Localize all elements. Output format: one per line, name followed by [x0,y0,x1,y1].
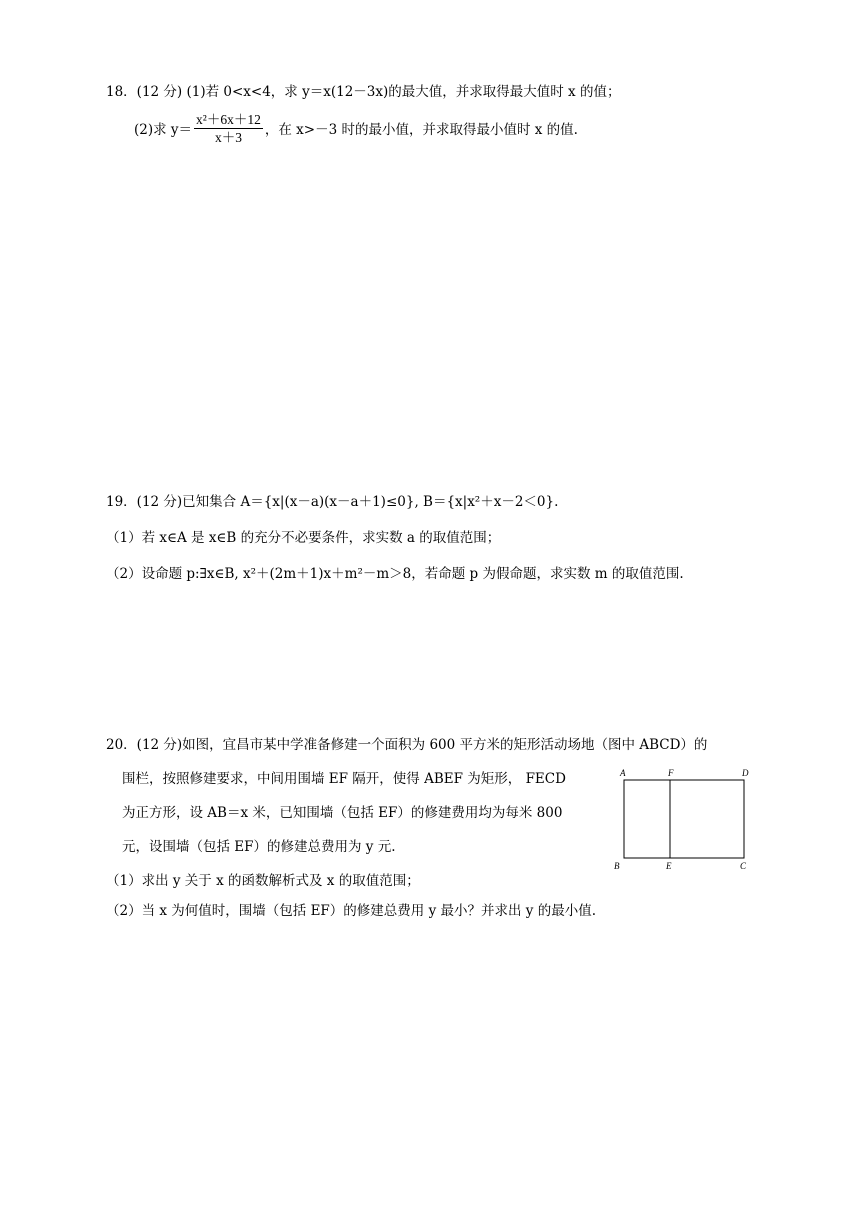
q20-line4: 元，设围墙（包括 EF）的修建总费用为 y 元. [122,839,396,855]
q18-line1: 18．(12 分) (1)若 0<x<4，求 y＝x(12－3x)的最大值，并求取得最大值时 x 的值； [106,84,621,100]
q19-line1: 19．(12 分)已知集合 A＝{x|(x－a)(x－a＋1)≤0}, B＝{x|x²＋x－2＜0}. [106,494,559,510]
q20-line6: （2）当 x 为何值时，围墙（包括 EF）的修建总费用 y 最小？并求出 y 的最小值. [106,903,597,919]
q18-fraction [194,111,263,146]
q20-line5: （1）求出 y 关于 x 的函数解析式及 x 的取值范围； [106,873,420,889]
q20-line3: 为正方形，设 AB＝x 米，已知围墙（包括 EF）的修建费用均为每米 800 [122,805,563,821]
label-d: D [742,768,749,778]
q18-fraction-numerator: x²＋6x＋12 [196,112,261,127]
q19-line2: （1）若 x∈A 是 x∈B 的充分不必要条件，求实数 a 的取值范围； [106,530,501,546]
q20-figure [612,768,758,872]
rectangle-abcd [624,780,744,858]
label-a: A [620,768,626,778]
label-e: E [666,861,672,871]
label-b: B [614,861,620,871]
q18-line2-suffix: ，在 x>－3 时的最小值，并求取得最小值时 x 的值. [264,122,578,138]
label-c: C [740,861,747,871]
q18-line2-prefix: (2)求 y＝ [134,122,193,138]
q20-figure-svg [612,768,758,872]
q18-fraction-denominator: x＋3 [214,130,242,145]
label-f: F [668,768,674,778]
q19-line3: （2）设命题 p:∃x∈B, x²＋(2m＋1)x＋m²－m＞8，若命题 p 为假命题，求实数 m 的取值范围. [106,566,684,582]
q20-line1: 20．(12 分)如图，宜昌市某中学准备修建一个面积为 600 平方米的矩形活动场地（图中 ABCD）的 [106,737,708,753]
q18-line2 [134,108,578,152]
q20-line2: 围栏，按照修建要求，中间用围墙 EF 隔开，使得 ABEF 为矩形， FECD [122,771,566,787]
